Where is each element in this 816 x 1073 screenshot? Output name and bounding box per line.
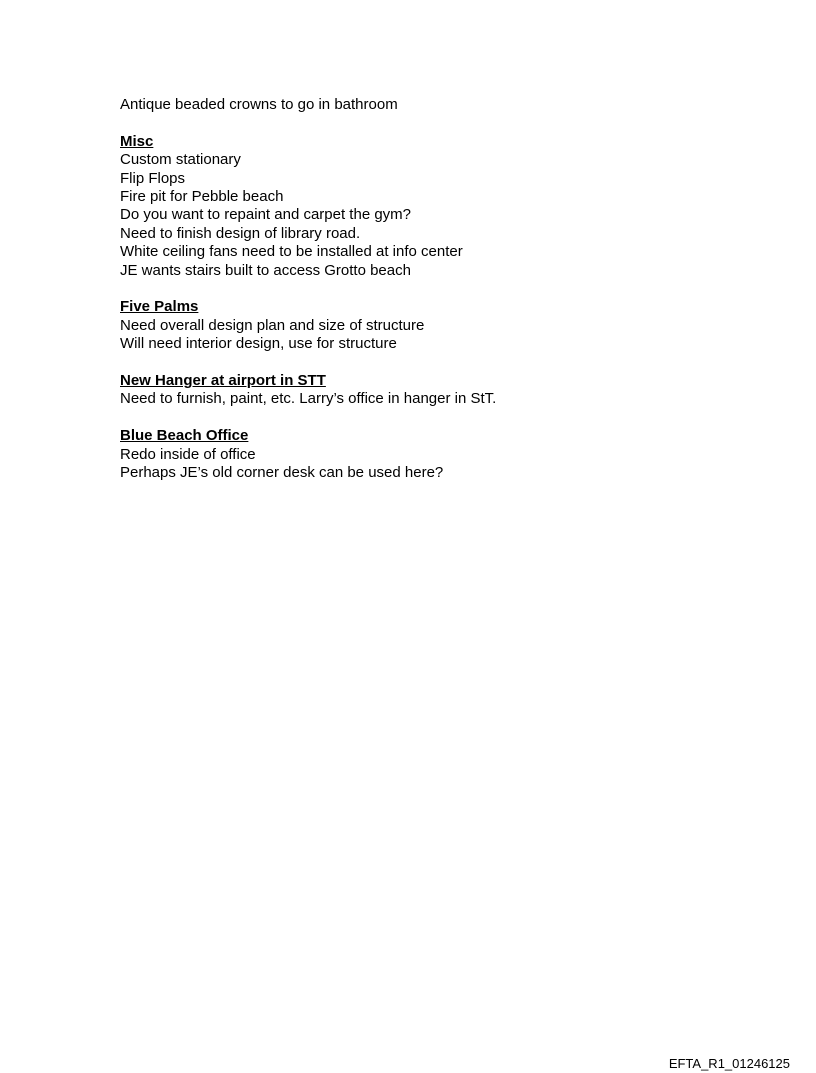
list-item: Fire pit for Pebble beach [120,188,284,206]
list-item: Need overall design plan and size of structure [120,316,425,334]
intro-line: Antique beaded crowns to go in bathroom [120,96,398,113]
list-item: Need to finish design of library road. [120,224,361,242]
section-heading: Five Palms [120,298,199,316]
list-item: Perhaps JE’s old corner desk can be used here? [120,464,444,482]
list-item: Need to furnish, paint, etc. Larry’s office in hanger in StT. [120,390,497,408]
list-item: Do you want to repaint and carpet the gym? [120,206,412,224]
list-item: Will need interior design, use for structure [120,335,397,353]
document-id-stamp: EFTA_R1_01246125 [668,1056,790,1071]
list-item: Redo inside of office [120,445,256,463]
section-heading: Misc [120,132,154,150]
section-new-hanger [120,372,760,409]
list-item: White ceiling fans need to be installed at info center [120,243,463,261]
section-blue-beach-office [120,427,760,482]
list-item: JE wants stairs built to access Grotto beach [120,261,411,279]
section-heading: New Hanger at airport in STT [120,372,326,390]
section-heading: Blue Beach Office [120,427,249,445]
section-five-palms [120,298,760,353]
document-body [120,96,760,482]
list-item: Custom stationary [120,151,241,169]
section-misc [120,133,760,280]
list-item: Flip Flops [120,169,186,187]
